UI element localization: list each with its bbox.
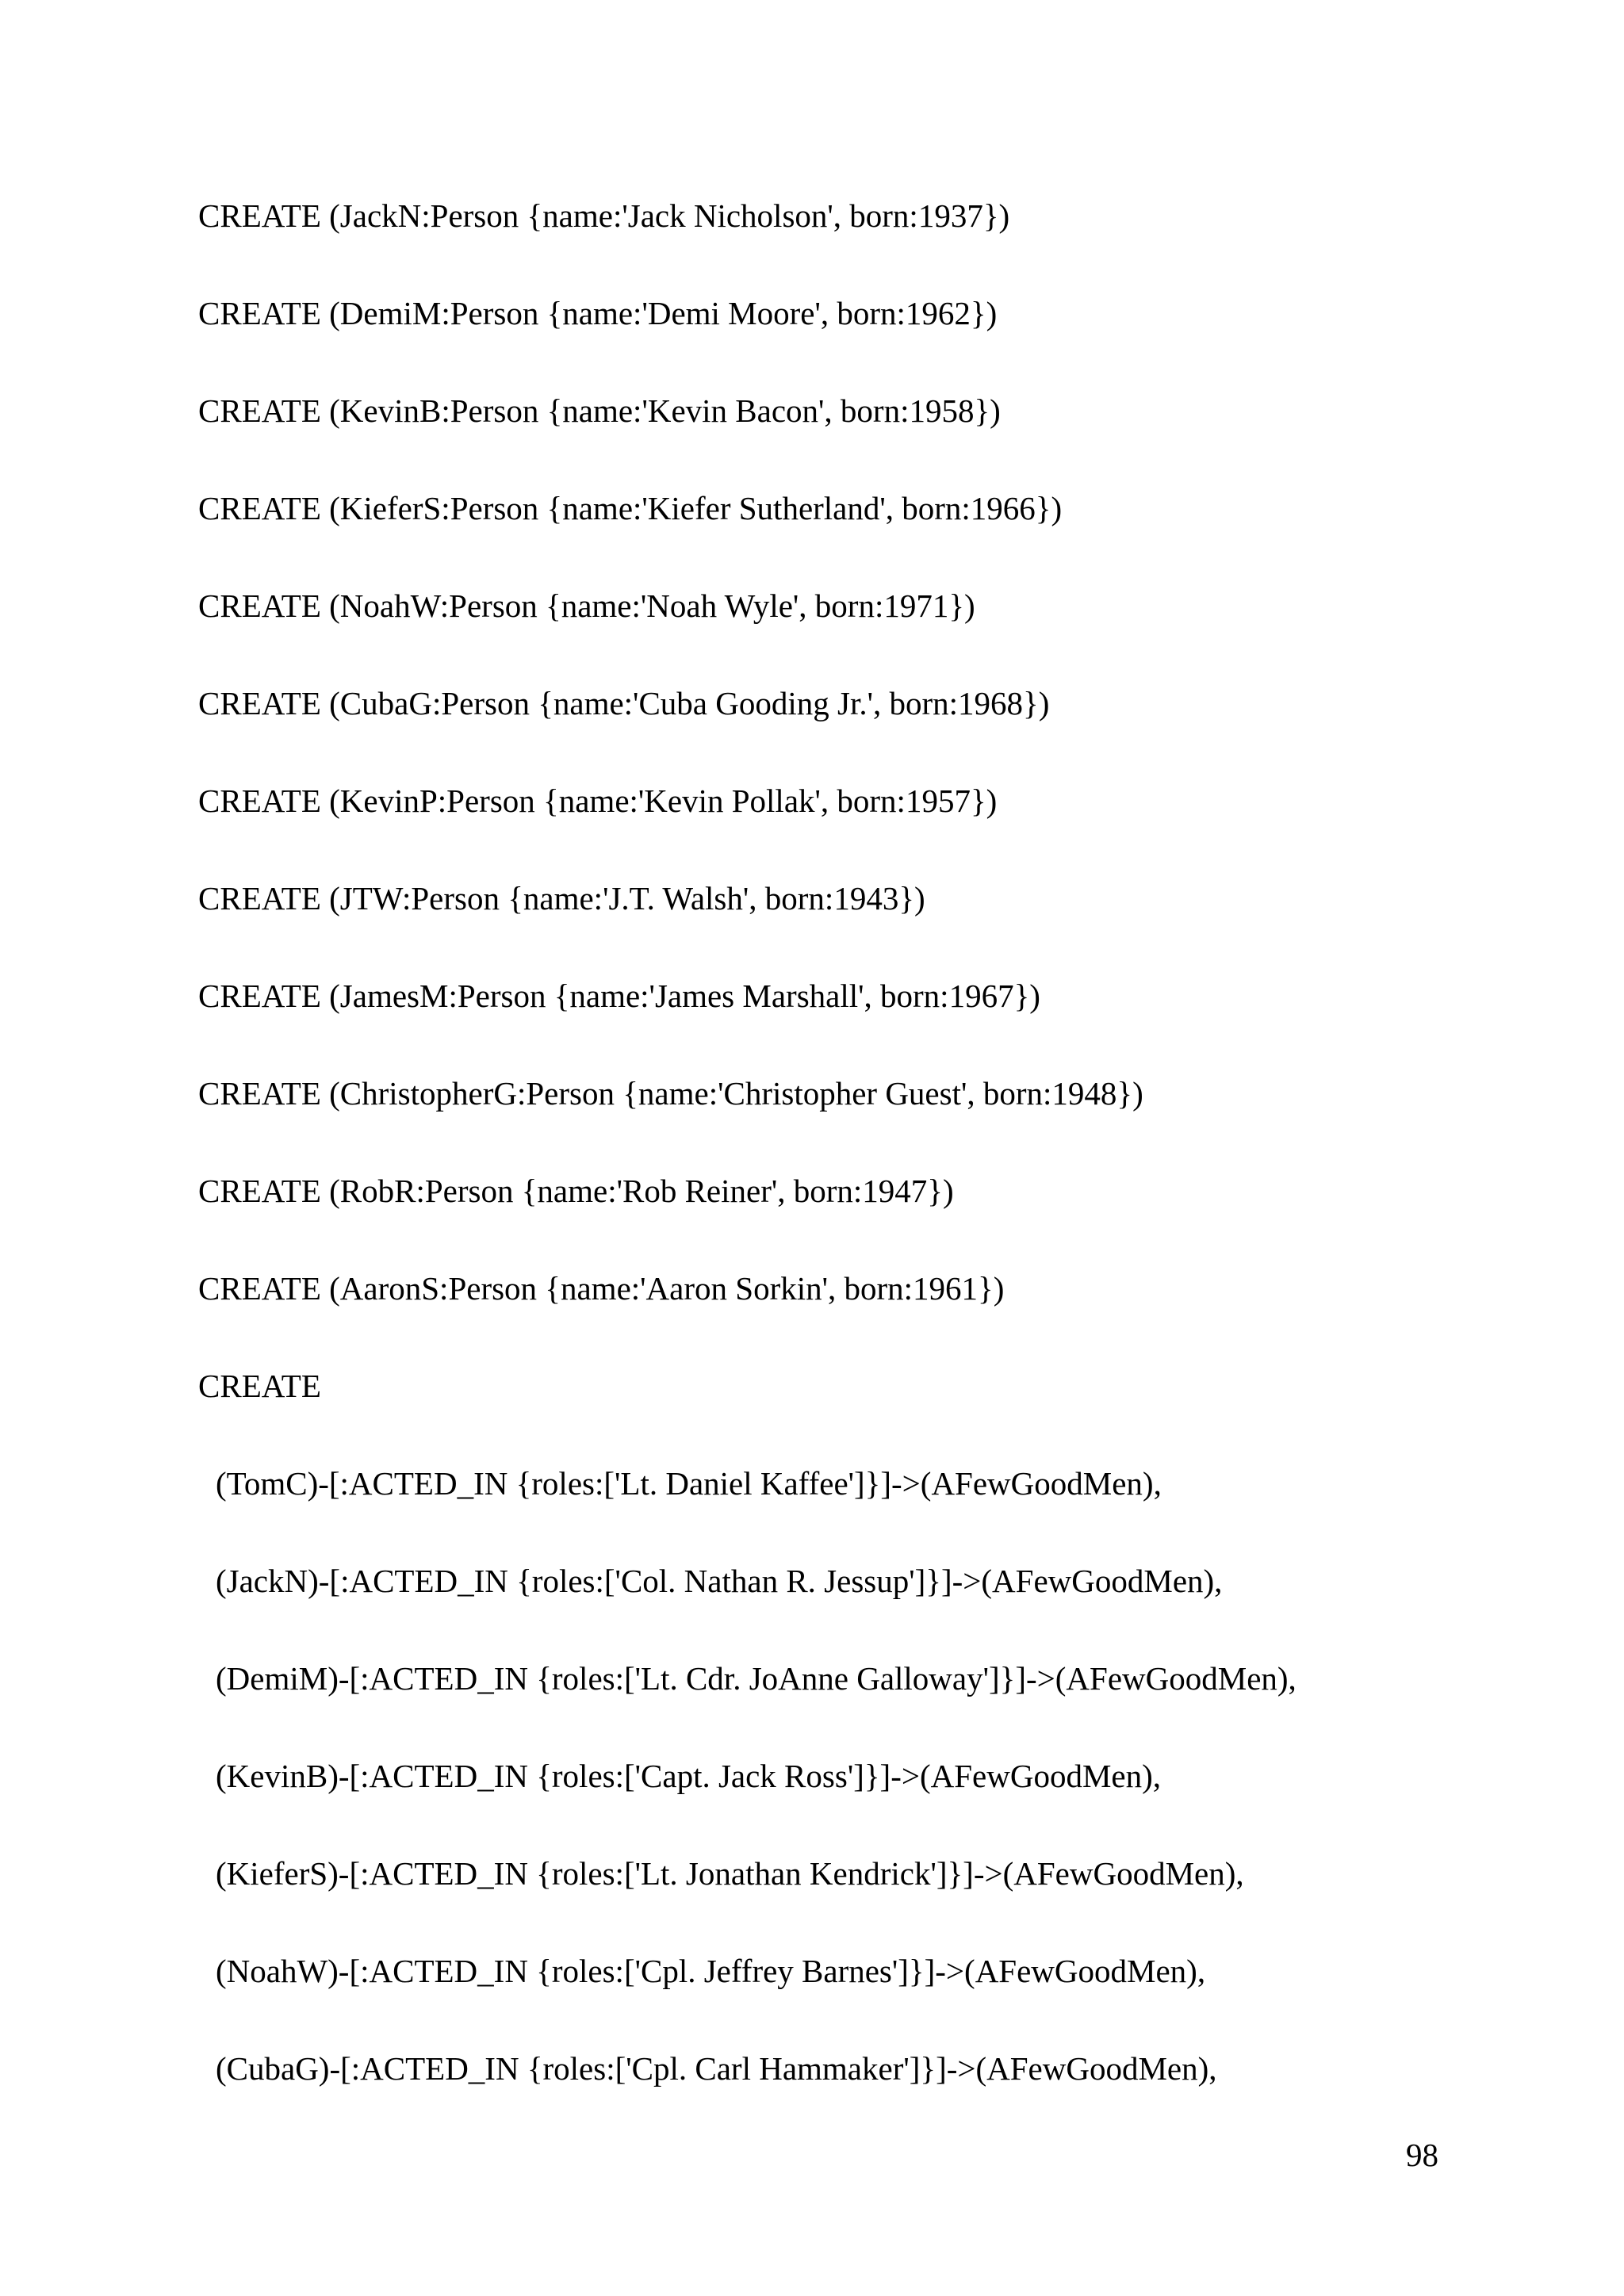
code-line-indented: (DemiM)-[:ACTED_IN {roles:['Lt. Cdr. JoAnne Galloway']}]->(AFewGoodMen), xyxy=(216,1660,1297,1697)
code-line: CREATE (AaronS:Person {name:'Aaron Sorkin', born:1961}) xyxy=(198,1270,1005,1307)
code-line-indented: (NoahW)-[:ACTED_IN {roles:['Cpl. Jeffrey Barnes']}]->(AFewGoodMen), xyxy=(216,1953,1206,1989)
code-line: CREATE (NoahW:Person {name:'Noah Wyle', born:1971}) xyxy=(198,587,975,624)
code-line: CREATE (JTW:Person {name:'J.T. Walsh', born:1943}) xyxy=(198,880,925,916)
code-line-indented: (KieferS)-[:ACTED_IN {roles:['Lt. Jonathan Kendrick']}]->(AFewGoodMen), xyxy=(216,1855,1244,1892)
code-line: CREATE (JamesM:Person {name:'James Marshall', born:1967}) xyxy=(198,978,1040,1014)
code-line: CREATE (ChristopherG:Person {name:'Christopher Guest', born:1948}) xyxy=(198,1075,1143,1112)
code-line-indented: (TomC)-[:ACTED_IN {roles:['Lt. Daniel Kaffee']}]->(AFewGoodMen), xyxy=(216,1465,1162,1502)
code-line: CREATE (KevinP:Person {name:'Kevin Pollak', born:1957}) xyxy=(198,783,998,819)
code-block xyxy=(198,192,1546,2142)
code-line: CREATE (CubaG:Person {name:'Cuba Gooding Jr.', born:1968}) xyxy=(198,685,1050,721)
code-line-indented: (KevinB)-[:ACTED_IN {roles:['Capt. Jack Ross']}]->(AFewGoodMen), xyxy=(216,1758,1162,1794)
code-line: CREATE (RobR:Person {name:'Rob Reiner', born:1947}) xyxy=(198,1173,954,1209)
code-line: CREATE (JackN:Person {name:'Jack Nicholson', born:1937}) xyxy=(198,197,1010,234)
code-line: CREATE xyxy=(198,1368,321,1404)
code-line: CREATE (KieferS:Person {name:'Kiefer Sutherland', born:1966}) xyxy=(198,490,1063,526)
code-line: CREATE (KevinB:Person {name:'Kevin Bacon', born:1958}) xyxy=(198,392,1001,429)
page-number: 98 xyxy=(1406,2137,1438,2173)
code-line: CREATE (DemiM:Person {name:'Demi Moore', born:1962}) xyxy=(198,295,998,331)
code-line-indented: (JackN)-[:ACTED_IN {roles:['Col. Nathan R. Jessup']}]->(AFewGoodMen), xyxy=(216,1563,1223,1599)
code-line-indented: (CubaG)-[:ACTED_IN {roles:['Cpl. Carl Hammaker']}]->(AFewGoodMen), xyxy=(216,2050,1217,2087)
